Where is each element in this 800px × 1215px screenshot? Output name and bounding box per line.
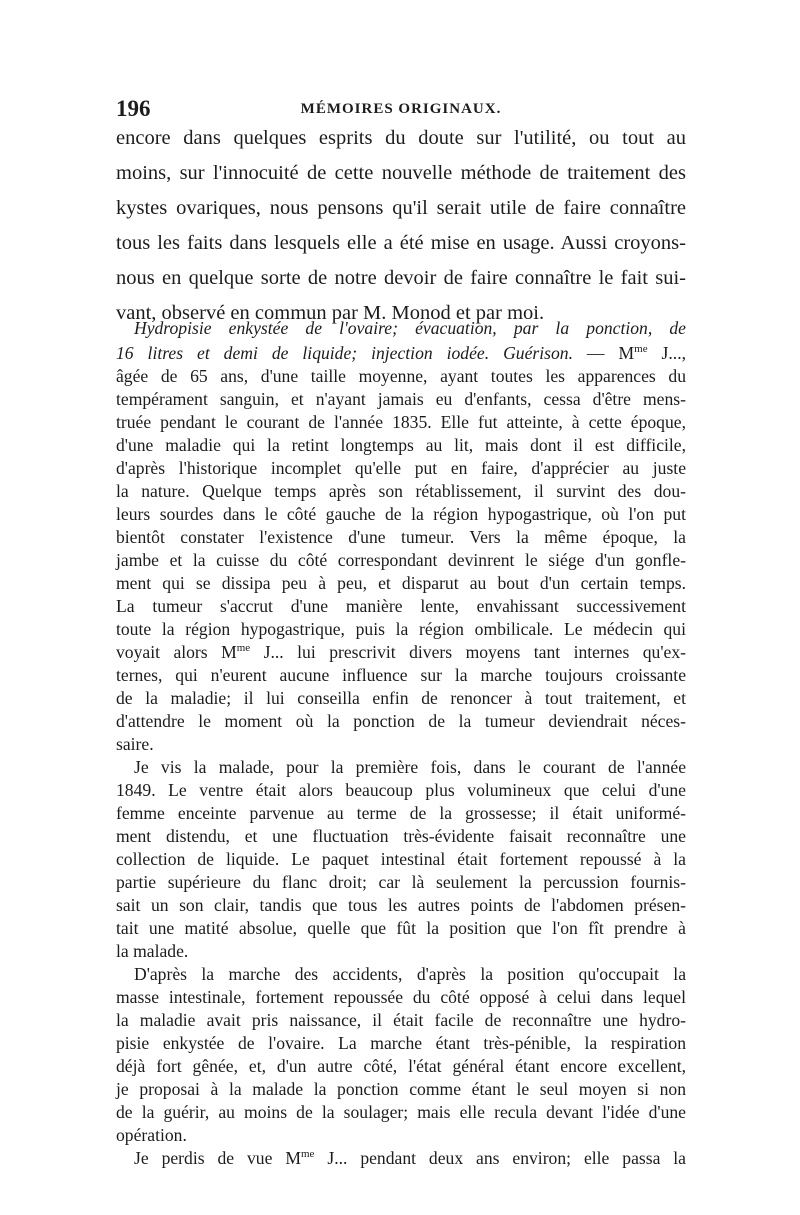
text-line: partie supérieure du flanc droit; car là seulement la percussion fournis-	[116, 872, 686, 892]
text-line: leurs sourdes dans le côté gauche de la région hypogastrique, où l'on put	[116, 504, 686, 524]
text-line: collection de liquide. Le paquet intestinal était fortement repoussé à la	[116, 849, 686, 869]
text-line: déjà fort gênée, et, d'un autre côté, l'état général étant encore excellent,	[116, 1056, 686, 1076]
text-line: la nature. Quelque temps après son rétablissement, il survint des dou-	[116, 481, 686, 501]
case-title-line: Hydropisie enkystée de l'ovaire; évacuation, par la ponction, de	[134, 318, 686, 338]
text-line: de la maladie; il lui conseilla enfin de renoncer à tout traitement, et	[116, 688, 686, 708]
text-line: la maladie avait pris naissance, il était facile de reconnaître une hydro-	[116, 1010, 686, 1030]
case-title-rest: J...,	[647, 343, 686, 363]
text-line: La tumeur s'accrut d'une manière lente, envahissant successivement	[116, 596, 686, 616]
text-line: encore dans quelques esprits du doute sur l'utilité, ou tout au	[116, 127, 686, 149]
superscript: me	[634, 343, 648, 355]
case-title-line	[116, 345, 686, 363]
text-line: pisie enkystée de l'ovaire. La marche étant très-pénible, la respiration	[116, 1033, 686, 1053]
text-line: tous les faits dans lesquels elle a été mise en usage. Aussi croyons-	[116, 232, 686, 254]
text-line: ment distendu, et une fluctuation très-évidente faisait reconnaître une	[116, 826, 686, 846]
superscript: me	[236, 642, 251, 654]
text-line: kystes ovariques, nous pensons qu'il serait utile de faire connaître	[116, 197, 686, 219]
text-line: d'attendre le moment où la ponction de la tumeur deviendrait néces-	[116, 711, 686, 731]
text-line: opération.	[116, 1125, 187, 1145]
text-line: de la guérir, au moins de la soulager; mais elle recula devant l'idée d'une	[116, 1102, 686, 1122]
case-title-dash: — M	[572, 343, 635, 363]
text-segment: Je perdis de vue M	[134, 1148, 301, 1168]
text-line: tempérament sanguin, et n'ayant jamais eu d'enfants, cessa d'être mens-	[116, 389, 686, 409]
text-line: moins, sur l'innocuité de cette nouvelle méthode de traitement des	[116, 162, 686, 184]
text-line: saire.	[116, 734, 154, 754]
text-line: ment qui se dissipa peu à peu, et disparut au bout d'un certain temps.	[116, 573, 686, 593]
text-line: truée pendant le courant de l'année 1835. Elle fut atteinte, à cette époque,	[116, 412, 686, 432]
text-line: la malade.	[116, 941, 189, 961]
text-line: je proposai à la malade la ponction comme étant le seul moyen si non	[116, 1079, 686, 1099]
text-line: masse intestinale, fortement repoussée du côté opposé à celui dans lequel	[116, 987, 686, 1007]
text-line: jambe et la cuisse du côté correspondant devinrent le siége d'un gonfle-	[116, 550, 686, 570]
superscript: me	[300, 1148, 315, 1160]
text-line: femme enceinte parvenue au terme de la grossesse; il était uniformé-	[116, 803, 686, 823]
page-header	[116, 96, 686, 130]
text-line: âgée de 65 ans, d'une taille moyenne, ayant toutes les apparences du	[116, 366, 686, 386]
text-segment: voyait alors M	[116, 642, 237, 662]
case-title-text: 16 litres et demi de liquide; injection iodée. Guérison.	[116, 343, 573, 363]
text-line	[116, 1150, 686, 1168]
text-line: d'une maladie qui la retint longtemps au lit, mais dont il est difficile,	[116, 435, 686, 455]
running-head: MÉMOIRES ORIGINAUX.	[300, 101, 502, 117]
text-line	[116, 644, 686, 662]
text-segment: J... lui prescrivit divers moyens tant internes qu'ex-	[250, 642, 686, 662]
text-line: toute la région hypogastrique, puis la région ombilicale. Le médecin qui	[116, 619, 686, 639]
text-line: tait une matité absolue, quelle que fût la position que l'on fît prendre à	[116, 918, 686, 938]
text-line: nous en quelque sorte de notre devoir de faire connaître le fait sui-	[116, 267, 686, 289]
text-line: d'après l'historique incomplet qu'elle put en faire, d'apprécier au juste	[116, 458, 686, 478]
text-line: Je vis la malade, pour la première fois, dans le courant de l'année	[134, 757, 686, 777]
text-line: bientôt constater l'existence d'une tumeur. Vers la même époque, la	[116, 527, 686, 547]
text-line: sait un son clair, tandis que tous les autres points de l'abdomen présen-	[116, 895, 686, 915]
text-line: 1849. Le ventre était alors beaucoup plus volumineux que celui d'une	[116, 780, 686, 800]
page-number: 196	[116, 96, 151, 121]
text-line: D'après la marche des accidents, d'après la position qu'occupait la	[134, 964, 686, 984]
text-line: vant, observé en commun par M. Monod et par moi.	[116, 302, 545, 324]
text-segment: J... pendant deux ans environ; elle passa la	[314, 1148, 686, 1168]
text-line: ternes, qui n'eurent aucune influence sur la marche toujours croissante	[116, 665, 686, 685]
